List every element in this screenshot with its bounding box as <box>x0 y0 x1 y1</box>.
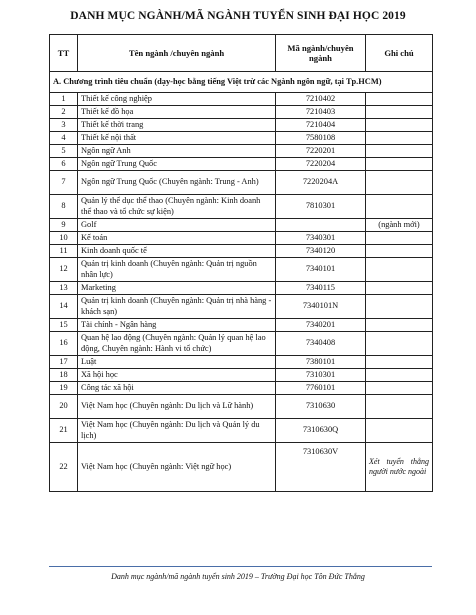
table-row <box>50 106 433 119</box>
row-number: 8 <box>50 195 78 219</box>
table-row <box>50 369 433 382</box>
row-major-name: Luật <box>78 356 276 369</box>
row-note <box>366 232 433 245</box>
table-row <box>50 395 433 419</box>
table-row <box>50 319 433 332</box>
row-major-name: Việt Nam học (Chuyên ngành: Việt ngữ học) <box>78 443 276 492</box>
table-header-row <box>50 35 433 72</box>
row-note: (ngành mới) <box>366 219 433 232</box>
row-major-code <box>276 219 366 232</box>
row-number: 15 <box>50 319 78 332</box>
row-major-code: 7340408 <box>276 332 366 356</box>
section-a-label: A. Chương trình tiêu chuẩn (dạy-học bằng tiếng Việt trừ các Ngành ngôn ngữ, tại Tp.HCM) <box>50 72 433 93</box>
row-major-code: 7210402 <box>276 93 366 106</box>
row-note <box>366 106 433 119</box>
row-note <box>366 195 433 219</box>
row-note <box>366 356 433 369</box>
page-footer: Danh mục ngành/mã ngành tuyển sinh 2019 – Trường Đại học Tôn Đức Thắng <box>111 572 365 581</box>
row-number: 21 <box>50 419 78 443</box>
row-major-name: Công tác xã hội <box>78 382 276 395</box>
row-number: 9 <box>50 219 78 232</box>
row-major-code: 7340120 <box>276 245 366 258</box>
row-major-name: Tài chính - Ngân hàng <box>78 319 276 332</box>
row-major-name: Thiết kế thời trang <box>78 119 276 132</box>
row-major-name: Kế toán <box>78 232 276 245</box>
row-major-name: Ngôn ngữ Anh <box>78 145 276 158</box>
row-major-code: 7310630V <box>276 443 366 492</box>
row-number: 7 <box>50 171 78 195</box>
row-note <box>366 382 433 395</box>
row-major-name: Quản trị kinh doanh (Chuyên ngành: Quản trị nguồn nhân lực) <box>78 258 276 282</box>
row-major-name: Golf <box>78 219 276 232</box>
footer-divider <box>49 566 432 567</box>
table-row <box>50 295 433 319</box>
row-major-code: 7340201 <box>276 319 366 332</box>
table-row <box>50 245 433 258</box>
row-note <box>366 258 433 282</box>
row-major-code: 7760101 <box>276 382 366 395</box>
row-number: 18 <box>50 369 78 382</box>
row-note <box>366 119 433 132</box>
row-note <box>366 419 433 443</box>
page-title: DANH MỤC NGÀNH/MÃ NGÀNH TUYỂN SINH ĐẠI HỌC 2019 <box>70 10 406 22</box>
row-major-name: Quan hệ lao động (Chuyên ngành: Quản lý quan hệ lao động, Chuyên ngành: Hành vi tổ chức) <box>78 332 276 356</box>
row-major-name: Ngôn ngữ Trung Quốc <box>78 158 276 171</box>
row-number: 19 <box>50 382 78 395</box>
table-row <box>50 171 433 195</box>
row-major-name: Kinh doanh quốc tế <box>78 245 276 258</box>
header-tt: TT <box>50 35 78 72</box>
row-number: 16 <box>50 332 78 356</box>
row-note <box>366 145 433 158</box>
row-number: 20 <box>50 395 78 419</box>
row-number: 1 <box>50 93 78 106</box>
section-a-row <box>50 72 433 93</box>
row-number: 22 <box>50 443 78 492</box>
table-row <box>50 119 433 132</box>
row-major-name: Xã hội học <box>78 369 276 382</box>
row-major-code: 7210403 <box>276 106 366 119</box>
row-major-code: 7580108 <box>276 132 366 145</box>
row-major-code: 7310630 <box>276 395 366 419</box>
table-row <box>50 419 433 443</box>
row-note <box>366 319 433 332</box>
table-row <box>50 356 433 369</box>
row-number: 2 <box>50 106 78 119</box>
row-number: 10 <box>50 232 78 245</box>
row-major-code: 7340101N <box>276 295 366 319</box>
row-major-code: 7220204A <box>276 171 366 195</box>
table-row <box>50 195 433 219</box>
header-name: Tên ngành /chuyên ngành <box>78 35 276 72</box>
row-number: 12 <box>50 258 78 282</box>
row-major-code: 7310301 <box>276 369 366 382</box>
row-note <box>366 282 433 295</box>
row-note <box>366 158 433 171</box>
row-major-name: Thiết kế đồ họa <box>78 106 276 119</box>
row-number: 17 <box>50 356 78 369</box>
row-major-code: 7220204 <box>276 158 366 171</box>
table-row <box>50 93 433 106</box>
row-major-code: 7340301 <box>276 232 366 245</box>
table-row <box>50 232 433 245</box>
row-note <box>366 332 433 356</box>
row-major-code: 7810301 <box>276 195 366 219</box>
row-major-code: 7310630Q <box>276 419 366 443</box>
table-row <box>50 219 433 232</box>
row-major-code: 7380101 <box>276 356 366 369</box>
row-note <box>366 395 433 419</box>
row-major-name: Ngôn ngữ Trung Quốc (Chuyên ngành: Trung - Anh) <box>78 171 276 195</box>
table-row <box>50 282 433 295</box>
table-row <box>50 382 433 395</box>
row-note: Xét tuyển thẳng người nước ngoài <box>366 443 433 492</box>
row-major-name: Việt Nam học (Chuyên ngành: Du lịch và Quản lý du lịch) <box>78 419 276 443</box>
row-number: 3 <box>50 119 78 132</box>
row-note <box>366 295 433 319</box>
table-row <box>50 258 433 282</box>
row-note <box>366 93 433 106</box>
row-note <box>366 171 433 195</box>
row-major-code: 7210404 <box>276 119 366 132</box>
row-number: 11 <box>50 245 78 258</box>
row-major-name: Quản trị kinh doanh (Chuyên ngành: Quản trị nhà hàng - khách sạn) <box>78 295 276 319</box>
row-number: 13 <box>50 282 78 295</box>
row-major-name: Quản lý thể dục thể thao (Chuyên ngành: Kinh doanh thể thao và tổ chức sự kiện) <box>78 195 276 219</box>
header-note: Ghi chú <box>366 35 433 72</box>
table-row <box>50 145 433 158</box>
row-major-code: 7340101 <box>276 258 366 282</box>
row-note <box>366 369 433 382</box>
row-major-name: Thiết kế nội thất <box>78 132 276 145</box>
row-major-name: Thiết kế công nghiệp <box>78 93 276 106</box>
row-note <box>366 132 433 145</box>
row-number: 4 <box>50 132 78 145</box>
row-note <box>366 245 433 258</box>
table-row <box>50 332 433 356</box>
majors-table <box>49 34 433 492</box>
row-major-code: 7340115 <box>276 282 366 295</box>
table-row <box>50 158 433 171</box>
table-row <box>50 443 433 492</box>
row-number: 6 <box>50 158 78 171</box>
row-major-name: Marketing <box>78 282 276 295</box>
table-row <box>50 132 433 145</box>
row-number: 5 <box>50 145 78 158</box>
header-code: Mã ngành/chuyên ngành <box>276 35 366 72</box>
row-major-code: 7220201 <box>276 145 366 158</box>
row-major-name: Việt Nam học (Chuyên ngành: Du lịch và Lữ hành) <box>78 395 276 419</box>
row-number: 14 <box>50 295 78 319</box>
